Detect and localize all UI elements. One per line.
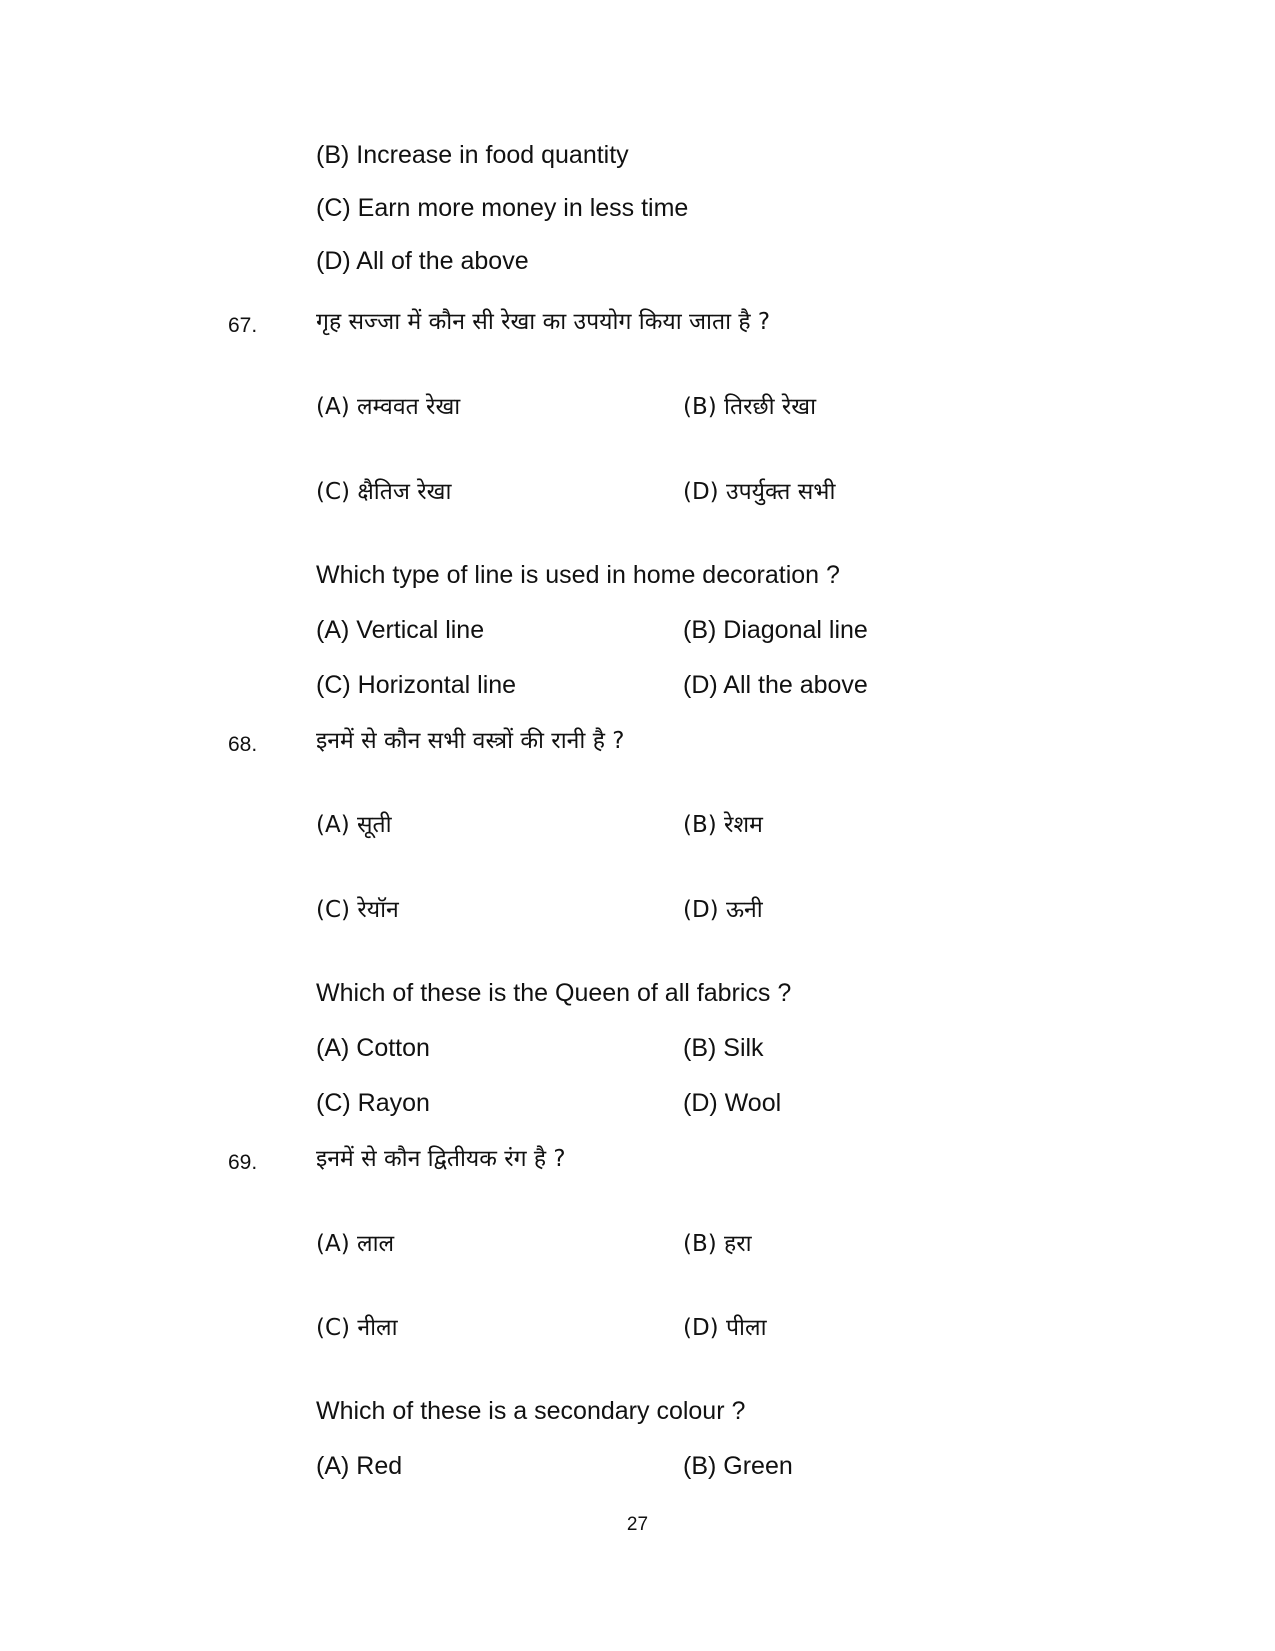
- q68-number: 68.: [228, 733, 258, 756]
- q67-hindi-option-c: (C) क्षैतिज रेखा: [316, 479, 452, 505]
- q67-number: 67.: [228, 314, 258, 337]
- q67-hindi-question: गृह सज्जा में कौन सी रेखा का उपयोग किया जाता है ?: [316, 309, 771, 335]
- q68-hindi-question: इनमें से कौन सभी वस्त्रों की रानी है ?: [316, 728, 625, 754]
- q67-hindi-option-b: (B) तिरछी रेखा: [683, 394, 817, 420]
- q68-english-option-a: (A) Cotton: [316, 1034, 430, 1062]
- q66-option-c: (C) Earn more money in less time: [316, 194, 689, 222]
- q69-hindi-option-b: (B) हरा: [683, 1231, 752, 1257]
- q68-english-question: Which of these is the Queen of all fabrics ?: [316, 979, 792, 1007]
- q67-hindi-option-a: (A) लम्ववत रेखा: [316, 394, 461, 420]
- q67-english-option-d: (D) All the above: [683, 671, 868, 699]
- q69-english-question: Which of these is a secondary colour ?: [316, 1397, 746, 1425]
- q69-hindi-option-d: (D) पीला: [683, 1315, 767, 1341]
- q66-option-d: (D) All of the above: [316, 247, 529, 275]
- q69-number: 69.: [228, 1151, 258, 1174]
- q69-hindi-option-c: (C) नीला: [316, 1315, 398, 1341]
- q68-english-option-b: (B) Silk: [683, 1034, 764, 1062]
- q68-english-option-c: (C) Rayon: [316, 1089, 430, 1117]
- q67-english-option-b: (B) Diagonal line: [683, 616, 868, 644]
- q68-hindi-option-a: (A) सूती: [316, 812, 392, 838]
- q67-english-question: Which type of line is used in home decoration ?: [316, 561, 840, 589]
- page-number: 27: [626, 1514, 649, 1535]
- q68-hindi-option-c: (C) रेयॉन: [316, 897, 399, 923]
- q69-english-option-a: (A) Red: [316, 1452, 403, 1480]
- q69-english-option-b: (B) Green: [683, 1452, 793, 1480]
- q68-hindi-option-b: (B) रेशम: [683, 812, 763, 838]
- q67-english-option-a: (A) Vertical line: [316, 616, 485, 644]
- q69-hindi-option-a: (A) लाल: [316, 1231, 395, 1257]
- q66-option-b: (B) Increase in food quantity: [316, 141, 629, 169]
- q68-hindi-option-d: (D) ऊनी: [683, 897, 763, 923]
- q69-hindi-question: इनमें से कौन द्वितीयक रंग है ?: [316, 1146, 566, 1172]
- q67-english-option-c: (C) Horizontal line: [316, 671, 517, 699]
- q67-hindi-option-d: (D) उपर्युक्त सभी: [683, 479, 836, 505]
- q68-english-option-d: (D) Wool: [683, 1089, 782, 1117]
